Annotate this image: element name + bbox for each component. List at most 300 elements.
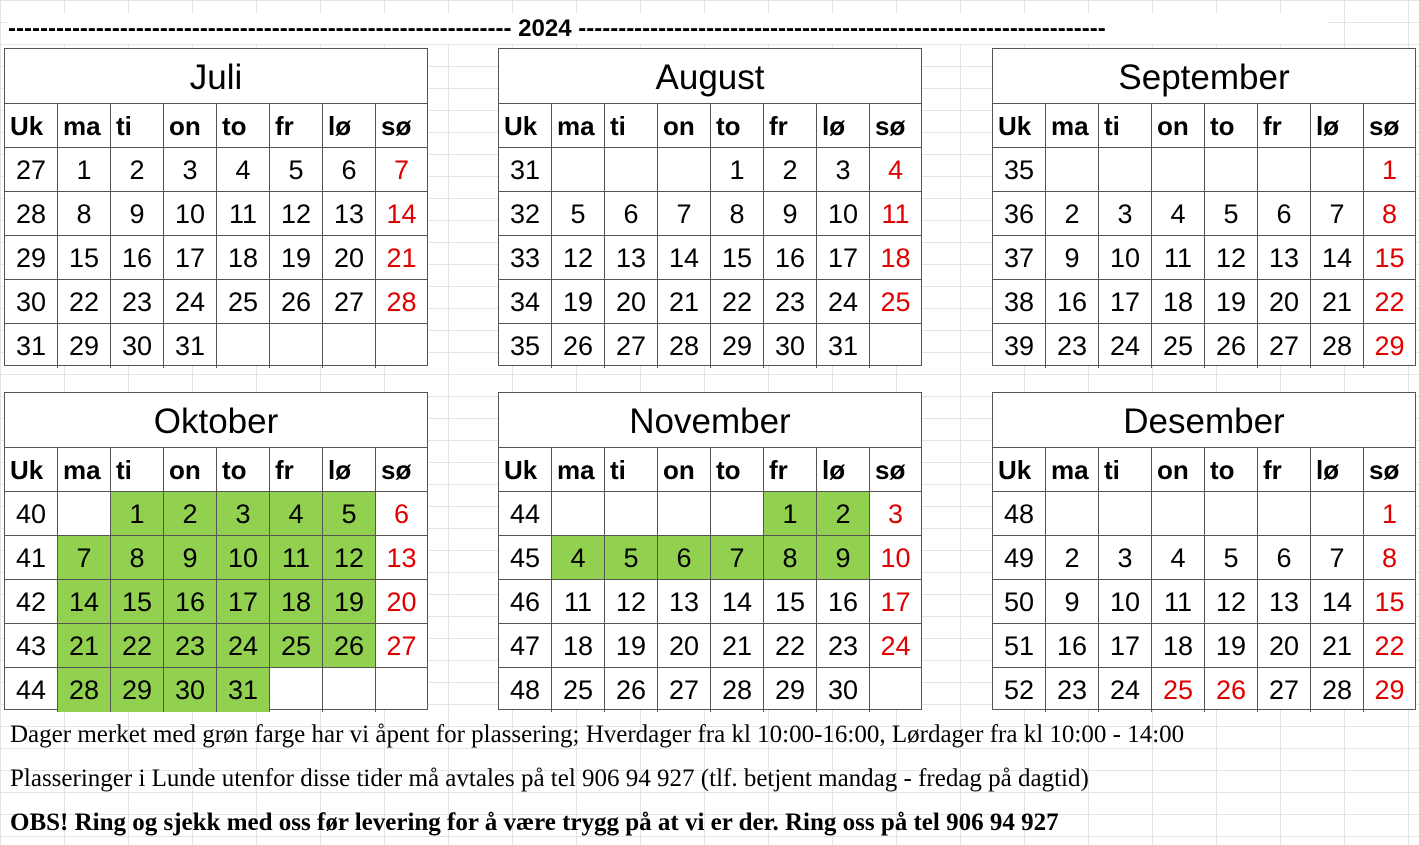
- day-cell: 20: [605, 280, 658, 324]
- week-number: 50: [993, 580, 1046, 624]
- weekday-header: ti: [111, 104, 164, 148]
- day-cell: 10: [1099, 580, 1152, 624]
- weekday-header: ti: [1099, 448, 1152, 492]
- day-cell: 21: [1311, 280, 1364, 324]
- day-cell: 8: [764, 536, 817, 580]
- day-cell: 18: [1152, 624, 1205, 668]
- day-cell: 24: [870, 624, 921, 668]
- day-cell: 20: [658, 624, 711, 668]
- day-cell: 29: [1374, 675, 1405, 705]
- day-cell: 18: [217, 236, 270, 280]
- day-cell: 3: [164, 148, 217, 192]
- day-cell: 2: [817, 492, 870, 536]
- weekday-header: to: [217, 104, 270, 148]
- day-cell: 7: [376, 148, 427, 192]
- day-cell: 2: [1046, 192, 1099, 236]
- day-cell: 12: [270, 192, 323, 236]
- day-cell: 16: [111, 236, 164, 280]
- weekday-header: on: [1152, 104, 1205, 148]
- day-cell: 4: [1152, 192, 1205, 236]
- weekday-header: sø: [376, 448, 427, 492]
- day-cell: 11: [270, 536, 323, 580]
- weekday-header: to: [1205, 104, 1258, 148]
- day-cell: 11: [217, 192, 270, 236]
- day-cell: 28: [711, 668, 764, 712]
- weekday-header: ma: [552, 448, 605, 492]
- weekday-header: to: [1205, 448, 1258, 492]
- day-cell: 13: [658, 580, 711, 624]
- day-cell: 16: [817, 580, 870, 624]
- week-header: Uk: [5, 448, 58, 492]
- week-number: 44: [499, 492, 552, 536]
- day-cell: [1046, 148, 1099, 192]
- day-cell: 6: [1258, 536, 1311, 580]
- day-cell: 18: [552, 624, 605, 668]
- day-cell: 11: [870, 192, 921, 236]
- day-cell: 23: [764, 280, 817, 324]
- day-cell: [323, 668, 376, 712]
- day-cell: 18: [270, 580, 323, 624]
- day-cell: 21: [1311, 624, 1364, 668]
- day-cell: 13: [1258, 236, 1311, 280]
- day-cell: 12: [605, 580, 658, 624]
- day-cell: 27: [1258, 668, 1311, 712]
- day-cell: 3: [1099, 192, 1152, 236]
- calendar-grid: [499, 104, 921, 368]
- day-cell: 1: [58, 148, 111, 192]
- day-cell: [376, 324, 427, 368]
- day-cell: 19: [605, 624, 658, 668]
- month-november: [498, 392, 922, 710]
- year-header: --------------------------------------------------------------- 2024 ------------------------------------------------------------------: [8, 14, 1328, 44]
- day-cell: 14: [376, 192, 427, 236]
- day-cell: 7: [1311, 192, 1364, 236]
- day-cell: 22: [111, 624, 164, 668]
- day-cell: 5: [605, 536, 658, 580]
- day-cell: 20: [323, 236, 376, 280]
- day-cell: 19: [1205, 624, 1258, 668]
- day-cell: 26: [605, 668, 658, 712]
- day-cell: [1099, 492, 1152, 536]
- day-cell: 25: [870, 280, 921, 324]
- calendar-grid: [499, 448, 921, 712]
- day-cell: 6: [1258, 192, 1311, 236]
- day-cell: 18: [870, 236, 921, 280]
- calendar-grid: [993, 448, 1415, 712]
- month-title: August: [499, 49, 921, 104]
- weekday-header: sø: [1364, 448, 1415, 492]
- weekday-header: fr: [1258, 448, 1311, 492]
- day-cell: 17: [164, 236, 217, 280]
- week-number: 29: [5, 236, 58, 280]
- day-cell: 30: [111, 324, 164, 368]
- week-header: Uk: [993, 104, 1046, 148]
- day-cell: 7: [1311, 536, 1364, 580]
- weekday-header: to: [217, 448, 270, 492]
- day-cell: 7: [58, 536, 111, 580]
- day-cell: 22: [711, 280, 764, 324]
- day-cell: 29: [111, 668, 164, 712]
- day-cell: 9: [164, 536, 217, 580]
- day-cell: 25: [1152, 324, 1205, 368]
- day-cell: [270, 324, 323, 368]
- week-number: 40: [5, 492, 58, 536]
- day-cell: 26: [552, 324, 605, 368]
- day-cell: 23: [817, 624, 870, 668]
- day-cell: 5: [270, 148, 323, 192]
- day-cell: 15: [764, 580, 817, 624]
- day-cell: 10: [817, 192, 870, 236]
- weekday-header: sø: [1364, 104, 1415, 148]
- day-cell: 4: [1152, 536, 1205, 580]
- day-cell: 17: [870, 580, 921, 624]
- day-cell: 15: [1364, 236, 1415, 280]
- month-desember: [992, 392, 1416, 710]
- week-header: Uk: [499, 104, 552, 148]
- weekday-header: fr: [270, 448, 323, 492]
- day-cell: 5: [1205, 192, 1258, 236]
- day-cell: [1311, 492, 1364, 536]
- day-cell: 2: [111, 148, 164, 192]
- day-cell: 20: [376, 580, 427, 624]
- week-number: 28: [5, 192, 58, 236]
- day-cell: 24: [217, 624, 270, 668]
- calendar-grid: [5, 448, 427, 712]
- week-number: 39: [993, 324, 1046, 368]
- weekday-header: ti: [111, 448, 164, 492]
- week-number: 48: [993, 492, 1046, 536]
- day-cell: 16: [1046, 624, 1099, 668]
- warning-note: OBS! Ring og sjekk med oss før levering for å være trygg på at vi er der. Ring oss på tel 906 94 927: [10, 809, 1059, 836]
- weekday-header: fr: [764, 448, 817, 492]
- day-cell: 31: [817, 324, 870, 368]
- weekday-header: lø: [323, 448, 376, 492]
- day-cell: 23: [111, 280, 164, 324]
- day-cell: 13: [376, 536, 427, 580]
- day-cell: 24: [817, 280, 870, 324]
- day-cell: 9: [764, 192, 817, 236]
- day-cell: 20: [1258, 280, 1311, 324]
- day-cell: [1311, 148, 1364, 192]
- day-cell: 21: [711, 624, 764, 668]
- day-cell: 9: [1046, 236, 1099, 280]
- week-number: 44: [5, 668, 58, 712]
- weekday-header: on: [1152, 448, 1205, 492]
- day-cell: 24: [1099, 668, 1152, 712]
- day-cell: 2: [1046, 536, 1099, 580]
- weekday-header: ti: [1099, 104, 1152, 148]
- day-cell: [1205, 492, 1258, 536]
- day-cell: 12: [1205, 580, 1258, 624]
- day-cell: 16: [164, 580, 217, 624]
- week-number: 27: [5, 148, 58, 192]
- day-cell: 10: [217, 536, 270, 580]
- week-number: 41: [5, 536, 58, 580]
- day-cell: 26: [1205, 668, 1258, 712]
- day-cell: 10: [870, 536, 921, 580]
- day-cell: 24: [164, 280, 217, 324]
- day-cell: 15: [711, 236, 764, 280]
- day-cell: 2: [764, 148, 817, 192]
- day-cell: 8: [1364, 536, 1415, 580]
- day-cell: 27: [323, 280, 376, 324]
- weekday-header: ma: [1046, 448, 1099, 492]
- day-cell: 19: [323, 580, 376, 624]
- month-september: [992, 48, 1416, 366]
- calendar-grid: [5, 104, 427, 368]
- day-cell: 30: [164, 668, 217, 712]
- week-number: 47: [499, 624, 552, 668]
- month-title: September: [993, 49, 1415, 104]
- day-cell: 14: [711, 580, 764, 624]
- day-cell: 29: [711, 324, 764, 368]
- weekday-header: on: [658, 448, 711, 492]
- week-number: 31: [499, 148, 552, 192]
- week-number: 38: [993, 280, 1046, 324]
- week-number: 42: [5, 580, 58, 624]
- month-oktober: [4, 392, 428, 710]
- day-cell: 26: [1205, 324, 1258, 368]
- day-cell: 25: [1152, 668, 1205, 712]
- day-cell: 1: [711, 148, 764, 192]
- day-cell: 25: [270, 624, 323, 668]
- day-cell: 26: [270, 280, 323, 324]
- week-number: 36: [993, 192, 1046, 236]
- day-cell: 27: [658, 668, 711, 712]
- week-header: Uk: [993, 448, 1046, 492]
- day-cell: 12: [1205, 236, 1258, 280]
- week-number: 35: [993, 148, 1046, 192]
- day-cell: 30: [764, 324, 817, 368]
- day-cell: 9: [111, 192, 164, 236]
- weekday-header: on: [164, 448, 217, 492]
- day-cell: 3: [1099, 536, 1152, 580]
- weekday-header: ma: [58, 448, 111, 492]
- week-number: 32: [499, 192, 552, 236]
- day-cell: 1: [1364, 492, 1415, 536]
- day-cell: 14: [1311, 236, 1364, 280]
- day-cell: 17: [217, 580, 270, 624]
- day-cell: 28: [376, 280, 427, 324]
- day-cell: [217, 324, 270, 368]
- weekday-header: lø: [817, 448, 870, 492]
- week-number: 34: [499, 280, 552, 324]
- day-cell: [1205, 148, 1258, 192]
- week-number: 31: [5, 324, 58, 368]
- day-cell: 13: [1258, 580, 1311, 624]
- weekday-header: lø: [323, 104, 376, 148]
- week-number: 51: [993, 624, 1046, 668]
- day-cell: [270, 668, 323, 712]
- day-cell: 17: [1099, 624, 1152, 668]
- week-number: 49: [993, 536, 1046, 580]
- day-cell: 8: [58, 192, 111, 236]
- week-header: Uk: [499, 448, 552, 492]
- day-cell: 2: [164, 492, 217, 536]
- week-number: 45: [499, 536, 552, 580]
- day-cell: 12: [323, 536, 376, 580]
- day-cell: 15: [111, 580, 164, 624]
- day-cell: 14: [658, 236, 711, 280]
- day-cell: 7: [658, 192, 711, 236]
- day-cell: 16: [764, 236, 817, 280]
- day-cell: 4: [870, 148, 921, 192]
- day-cell: 27: [1258, 324, 1311, 368]
- day-cell: 11: [1152, 580, 1205, 624]
- day-cell: 17: [1099, 280, 1152, 324]
- day-cell: 23: [164, 624, 217, 668]
- day-cell: 21: [658, 280, 711, 324]
- day-cell: 22: [58, 280, 111, 324]
- day-cell: 3: [817, 148, 870, 192]
- month-title: Desember: [993, 393, 1415, 448]
- day-cell: 8: [111, 536, 164, 580]
- day-cell: 28: [1311, 668, 1364, 712]
- day-cell: 10: [1099, 236, 1152, 280]
- month-juli: [4, 48, 428, 366]
- weekday-header: lø: [1311, 448, 1364, 492]
- week-number: 48: [499, 668, 552, 712]
- day-cell: [1258, 148, 1311, 192]
- day-cell: 19: [1205, 280, 1258, 324]
- day-cell: [711, 492, 764, 536]
- day-cell: 5: [323, 492, 376, 536]
- weekday-header: ma: [552, 104, 605, 148]
- day-cell: 6: [323, 148, 376, 192]
- day-cell: 24: [1099, 324, 1152, 368]
- day-cell: [552, 148, 605, 192]
- day-cell: 11: [552, 580, 605, 624]
- day-cell: 28: [1311, 324, 1364, 368]
- month-title: Oktober: [5, 393, 427, 448]
- day-cell: [376, 668, 427, 712]
- month-august: [498, 48, 922, 366]
- day-cell: 3: [217, 492, 270, 536]
- opening-hours-note: Dager merket med grøn farge har vi åpent for plassering; Hverdager fra kl 10:00-16:00, Lørdager fra kl 10:00 - 14:00: [10, 721, 1185, 748]
- day-cell: 23: [1046, 668, 1099, 712]
- day-cell: 14: [1311, 580, 1364, 624]
- day-cell: 29: [1374, 331, 1405, 361]
- day-cell: 26: [323, 624, 376, 668]
- weekday-header: ma: [1046, 104, 1099, 148]
- day-cell: [1099, 148, 1152, 192]
- day-cell: 9: [1046, 580, 1099, 624]
- week-number: 43: [5, 624, 58, 668]
- weekday-header: on: [658, 104, 711, 148]
- day-cell: 10: [164, 192, 217, 236]
- week-header: Uk: [5, 104, 58, 148]
- week-number: 52: [993, 668, 1046, 712]
- day-cell: 11: [1152, 236, 1205, 280]
- day-cell: 31: [217, 668, 270, 712]
- day-cell: [605, 492, 658, 536]
- day-cell: [870, 324, 921, 368]
- weekday-header: fr: [764, 104, 817, 148]
- day-cell: 28: [658, 324, 711, 368]
- day-cell: 29: [58, 324, 111, 368]
- day-cell: 6: [658, 536, 711, 580]
- day-cell: 6: [605, 192, 658, 236]
- weekday-header: ti: [605, 104, 658, 148]
- day-cell: 1: [1364, 148, 1415, 192]
- weekday-header: sø: [870, 448, 921, 492]
- weekday-header: ma: [58, 104, 111, 148]
- day-cell: 23: [1046, 324, 1099, 368]
- day-cell: 22: [1364, 280, 1415, 324]
- appointment-note: Plasseringer i Lunde utenfor disse tider må avtales på tel 906 94 927 (tlf. betjent mandag - fredag på dagtid): [10, 765, 1089, 792]
- day-cell: 7: [711, 536, 764, 580]
- day-cell: 22: [1364, 624, 1415, 668]
- day-cell: 4: [217, 148, 270, 192]
- week-number: 33: [499, 236, 552, 280]
- day-cell: 22: [764, 624, 817, 668]
- day-cell: 20: [1258, 624, 1311, 668]
- day-cell: 5: [552, 192, 605, 236]
- weekday-header: to: [711, 104, 764, 148]
- day-cell: 25: [217, 280, 270, 324]
- weekday-header: ti: [605, 448, 658, 492]
- day-cell: [1258, 492, 1311, 536]
- month-title: November: [499, 393, 921, 448]
- day-cell: 29: [764, 668, 817, 712]
- day-cell: 18: [1152, 280, 1205, 324]
- day-cell: 6: [376, 492, 427, 536]
- day-cell: [552, 492, 605, 536]
- day-cell: 28: [58, 668, 111, 712]
- day-cell: 13: [323, 192, 376, 236]
- day-cell: 27: [605, 324, 658, 368]
- day-cell: [323, 324, 376, 368]
- day-cell: 15: [58, 236, 111, 280]
- day-cell: 1: [111, 492, 164, 536]
- day-cell: 31: [164, 324, 217, 368]
- day-cell: [1046, 492, 1099, 536]
- weekday-header: lø: [817, 104, 870, 148]
- day-cell: [870, 668, 921, 712]
- day-cell: [658, 148, 711, 192]
- weekday-header: sø: [870, 104, 921, 148]
- day-cell: 4: [552, 536, 605, 580]
- day-cell: 16: [1046, 280, 1099, 324]
- day-cell: 30: [817, 668, 870, 712]
- week-number: 37: [993, 236, 1046, 280]
- week-number: 35: [499, 324, 552, 368]
- day-cell: 3: [870, 492, 921, 536]
- day-cell: 21: [376, 236, 427, 280]
- weekday-header: fr: [270, 104, 323, 148]
- day-cell: 15: [1364, 580, 1415, 624]
- day-cell: 8: [711, 192, 764, 236]
- weekday-header: to: [711, 448, 764, 492]
- day-cell: 8: [1364, 192, 1415, 236]
- day-cell: 5: [1205, 536, 1258, 580]
- calendar-grid: [993, 104, 1415, 368]
- day-cell: 12: [552, 236, 605, 280]
- day-cell: 27: [376, 624, 427, 668]
- week-number: 46: [499, 580, 552, 624]
- day-cell: [58, 492, 111, 536]
- weekday-header: fr: [1258, 104, 1311, 148]
- day-cell: [1152, 148, 1205, 192]
- month-title: Juli: [5, 49, 427, 104]
- weekday-header: sø: [376, 104, 427, 148]
- day-cell: [605, 148, 658, 192]
- weekday-header: lø: [1311, 104, 1364, 148]
- day-cell: 13: [605, 236, 658, 280]
- day-cell: [658, 492, 711, 536]
- day-cell: 9: [817, 536, 870, 580]
- day-cell: 1: [764, 492, 817, 536]
